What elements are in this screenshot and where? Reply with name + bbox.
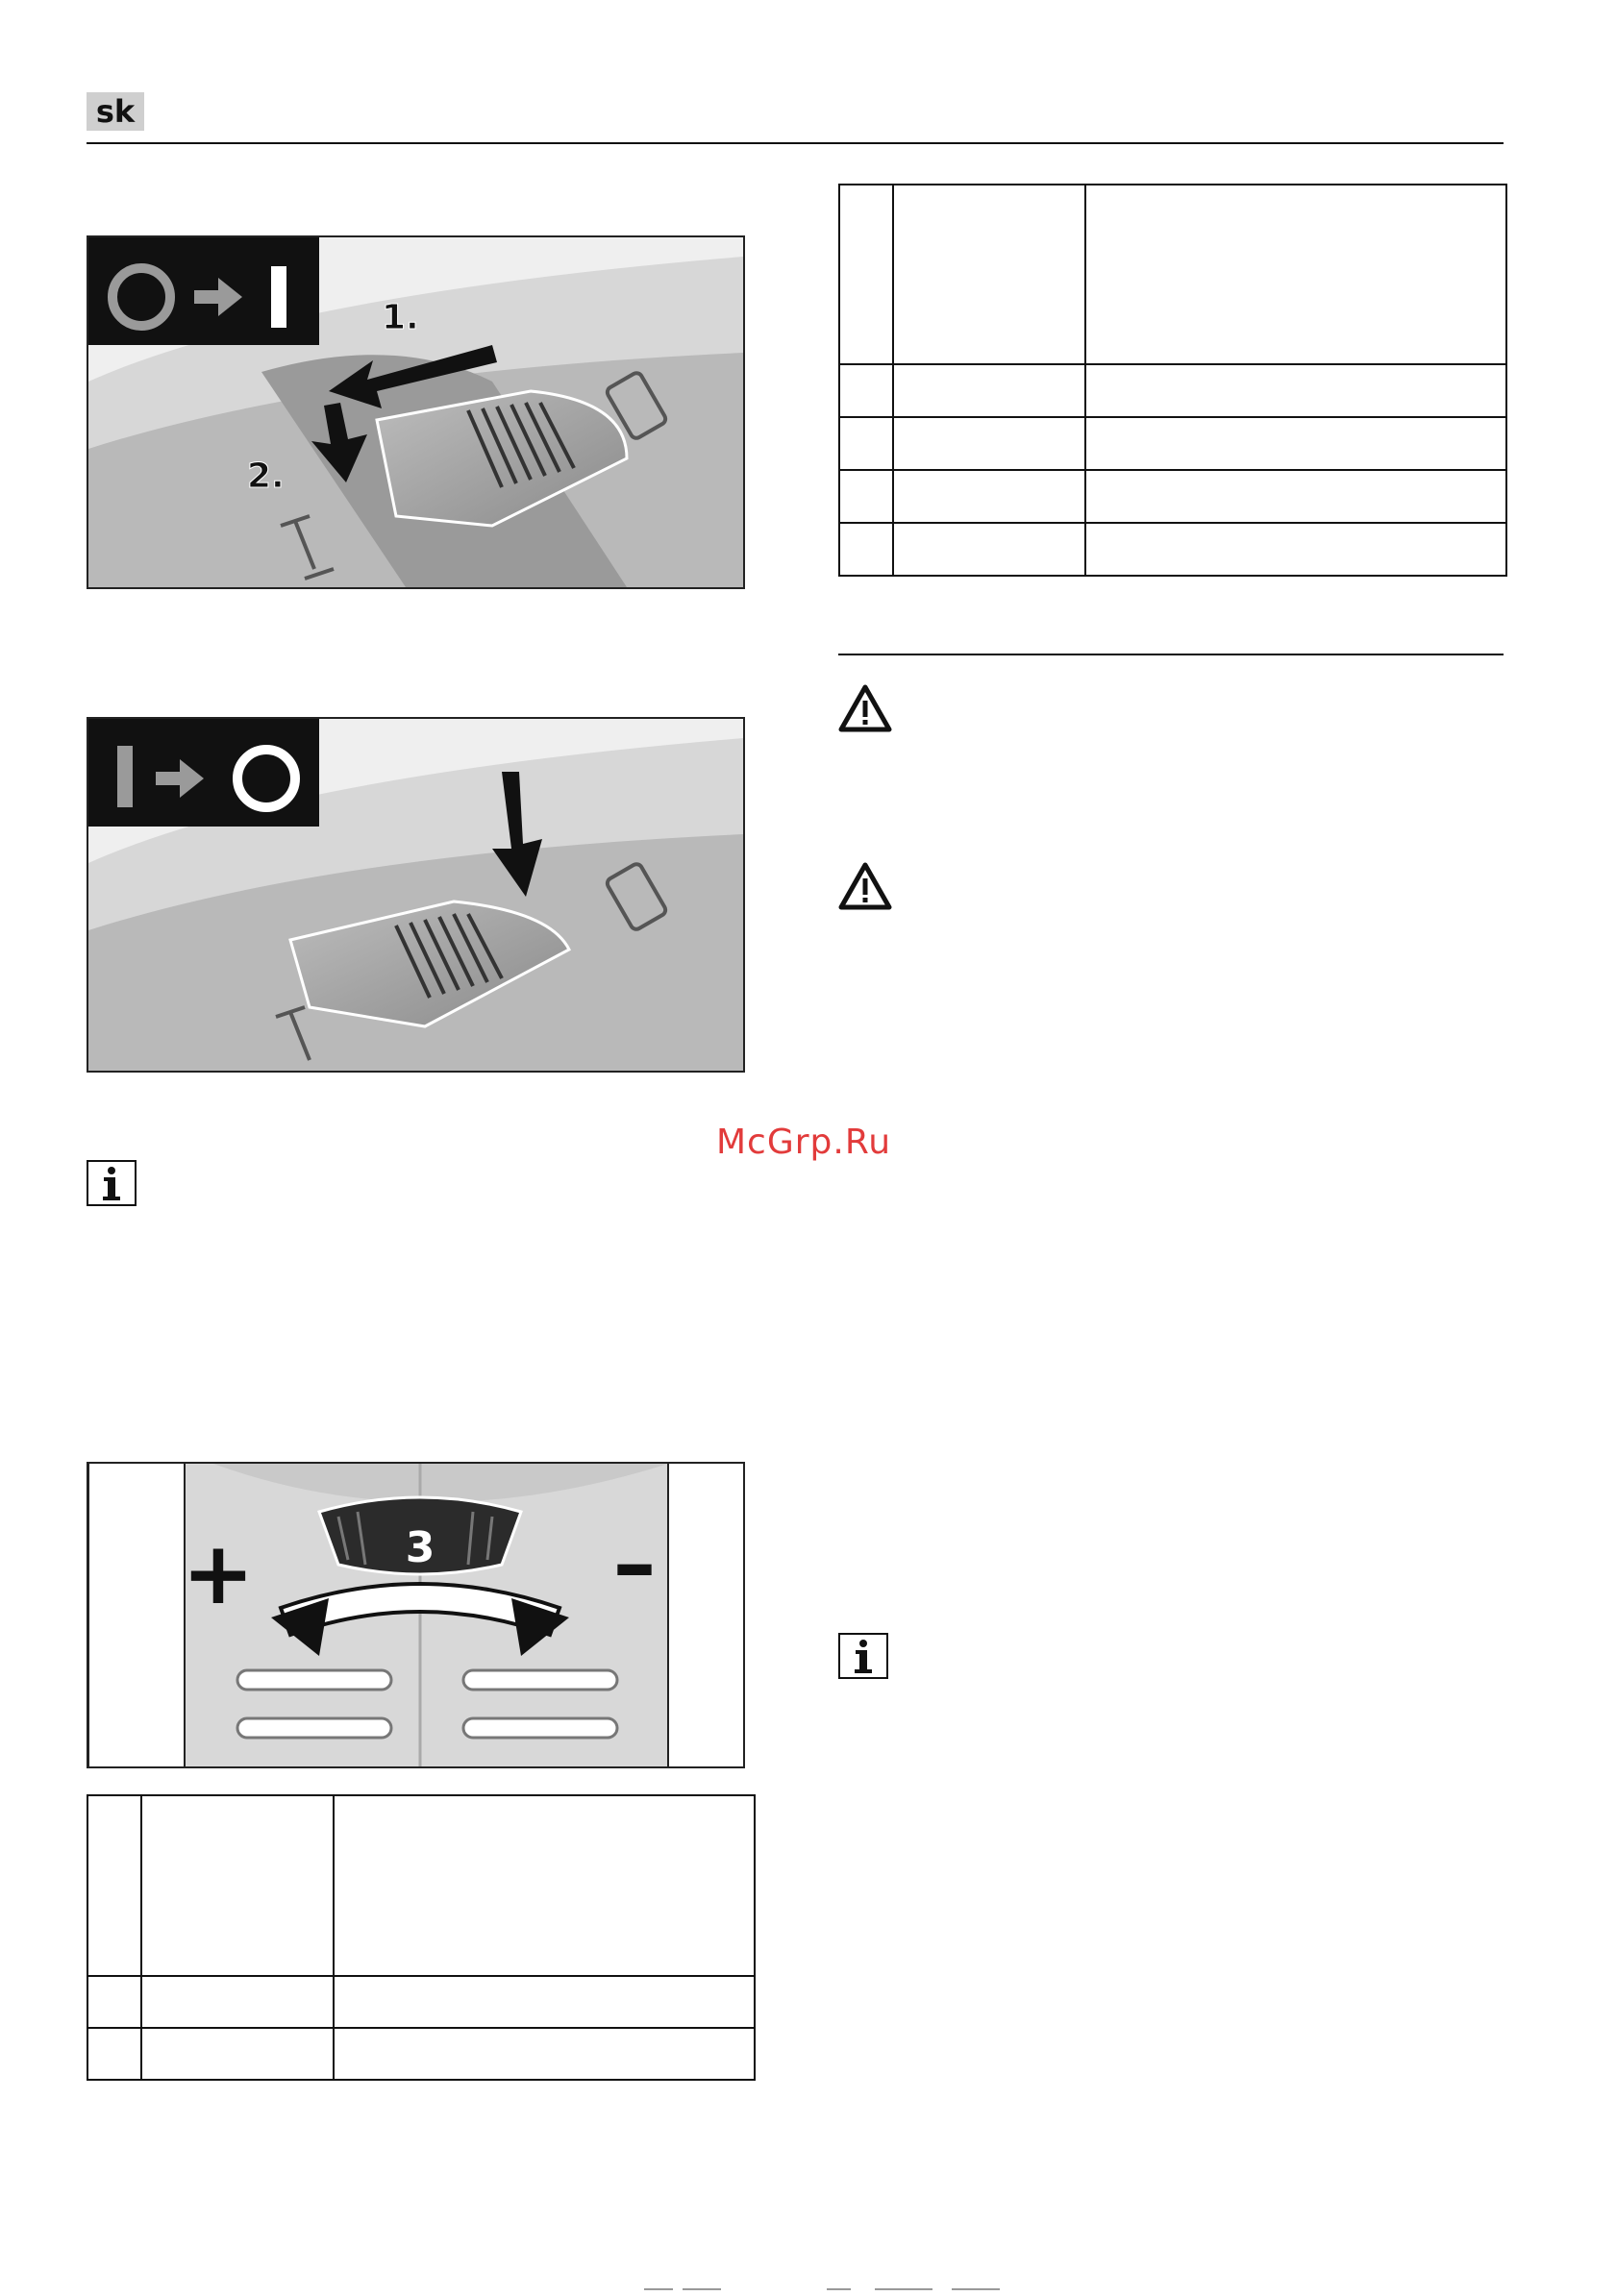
plus-sign: + — [182, 1523, 255, 1624]
step-label-1: 1. — [382, 298, 419, 337]
step-label-2: 2. — [247, 457, 285, 496]
table-row — [87, 1795, 755, 1976]
figure-switch-on — [87, 235, 745, 589]
table-row — [839, 185, 1506, 364]
table-row — [839, 417, 1506, 470]
table-row — [87, 1976, 755, 2028]
minus-sign: – — [612, 1514, 657, 1615]
language-tag — [87, 92, 144, 131]
warning-icon — [838, 862, 892, 914]
left-table — [87, 1794, 756, 2081]
warning-icon — [838, 684, 892, 736]
section-divider — [838, 654, 1504, 655]
table-row — [839, 523, 1506, 576]
dial-number: 3 — [405, 1523, 435, 1572]
right-table — [838, 184, 1507, 577]
watermark: McGrp.Ru — [716, 1123, 892, 1162]
footer-artifact — [644, 2278, 1048, 2284]
table-row — [87, 2028, 755, 2080]
info-icon — [87, 1160, 137, 1210]
header-divider — [87, 142, 1504, 144]
figure-switch-off — [87, 717, 745, 1073]
info-icon — [838, 1633, 888, 1683]
figure-speed-dial — [87, 1462, 745, 1768]
language-code: sk — [95, 93, 136, 130]
table-row — [839, 470, 1506, 523]
table-row — [839, 364, 1506, 417]
